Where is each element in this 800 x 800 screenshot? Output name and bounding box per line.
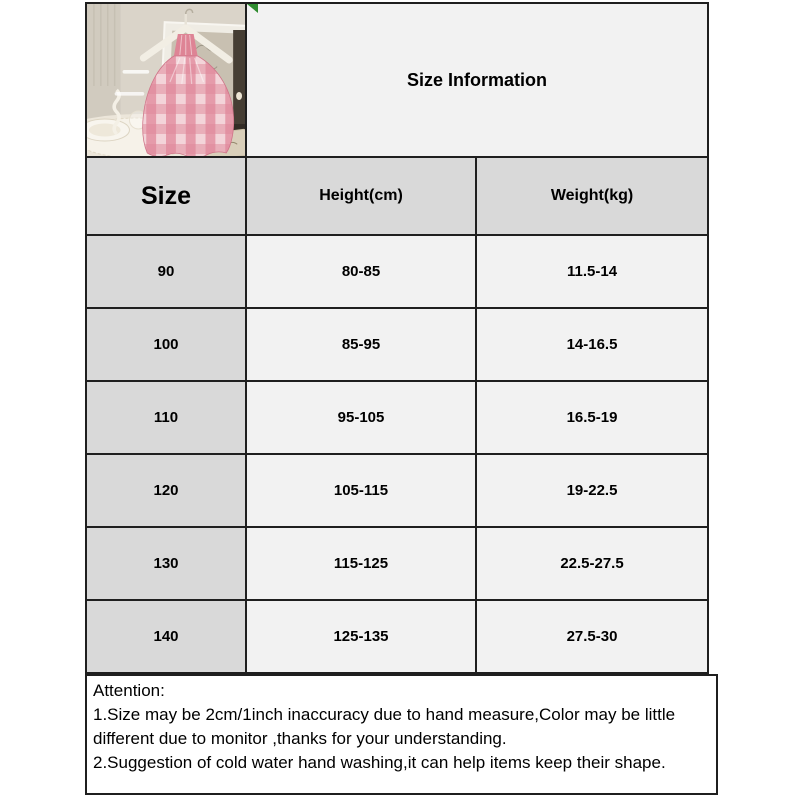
table-row xyxy=(86,527,708,600)
column-header-weight: Weight(kg) xyxy=(476,157,708,235)
pink-plaid-dress-photo-icon xyxy=(87,4,245,156)
weight-value: 16.5-19 xyxy=(476,381,708,454)
title-row xyxy=(86,3,708,157)
table-row xyxy=(86,454,708,527)
table-row xyxy=(86,235,708,308)
weight-value: 14-16.5 xyxy=(476,308,708,381)
attention-box xyxy=(85,674,718,795)
page-title: Size Information xyxy=(407,69,548,90)
size-value: 130 xyxy=(86,527,246,600)
height-value: 80-85 xyxy=(246,235,476,308)
attention-heading: Attention: xyxy=(93,681,165,700)
height-value: 85-95 xyxy=(246,308,476,381)
column-header-height: Height(cm) xyxy=(246,157,476,235)
title-cell xyxy=(246,3,708,157)
height-value: 105-115 xyxy=(246,454,476,527)
attention-note: 2.Suggestion of cold water hand washing,it can help items keep their shape. xyxy=(93,753,666,772)
weight-value: 27.5-30 xyxy=(476,600,708,673)
size-value: 110 xyxy=(86,381,246,454)
size-table xyxy=(85,2,709,674)
table-row xyxy=(86,381,708,454)
green-corner-flag-icon xyxy=(247,4,258,13)
column-header-size: Size xyxy=(86,157,246,235)
size-value: 100 xyxy=(86,308,246,381)
weight-value: 22.5-27.5 xyxy=(476,527,708,600)
table-row xyxy=(86,600,708,673)
size-value: 140 xyxy=(86,600,246,673)
height-value: 125-135 xyxy=(246,600,476,673)
size-value: 90 xyxy=(86,235,246,308)
header-row xyxy=(86,157,708,235)
size-value: 120 xyxy=(86,454,246,527)
weight-value: 19-22.5 xyxy=(476,454,708,527)
height-value: 115-125 xyxy=(246,527,476,600)
product-photo xyxy=(86,3,246,157)
height-value: 95-105 xyxy=(246,381,476,454)
weight-value: 11.5-14 xyxy=(476,235,708,308)
attention-note: 1.Size may be 2cm/1inch inaccuracy due to hand measure,Color may be little different due to monitor ,thanks for your understanding. xyxy=(93,705,676,748)
table-row xyxy=(86,308,708,381)
